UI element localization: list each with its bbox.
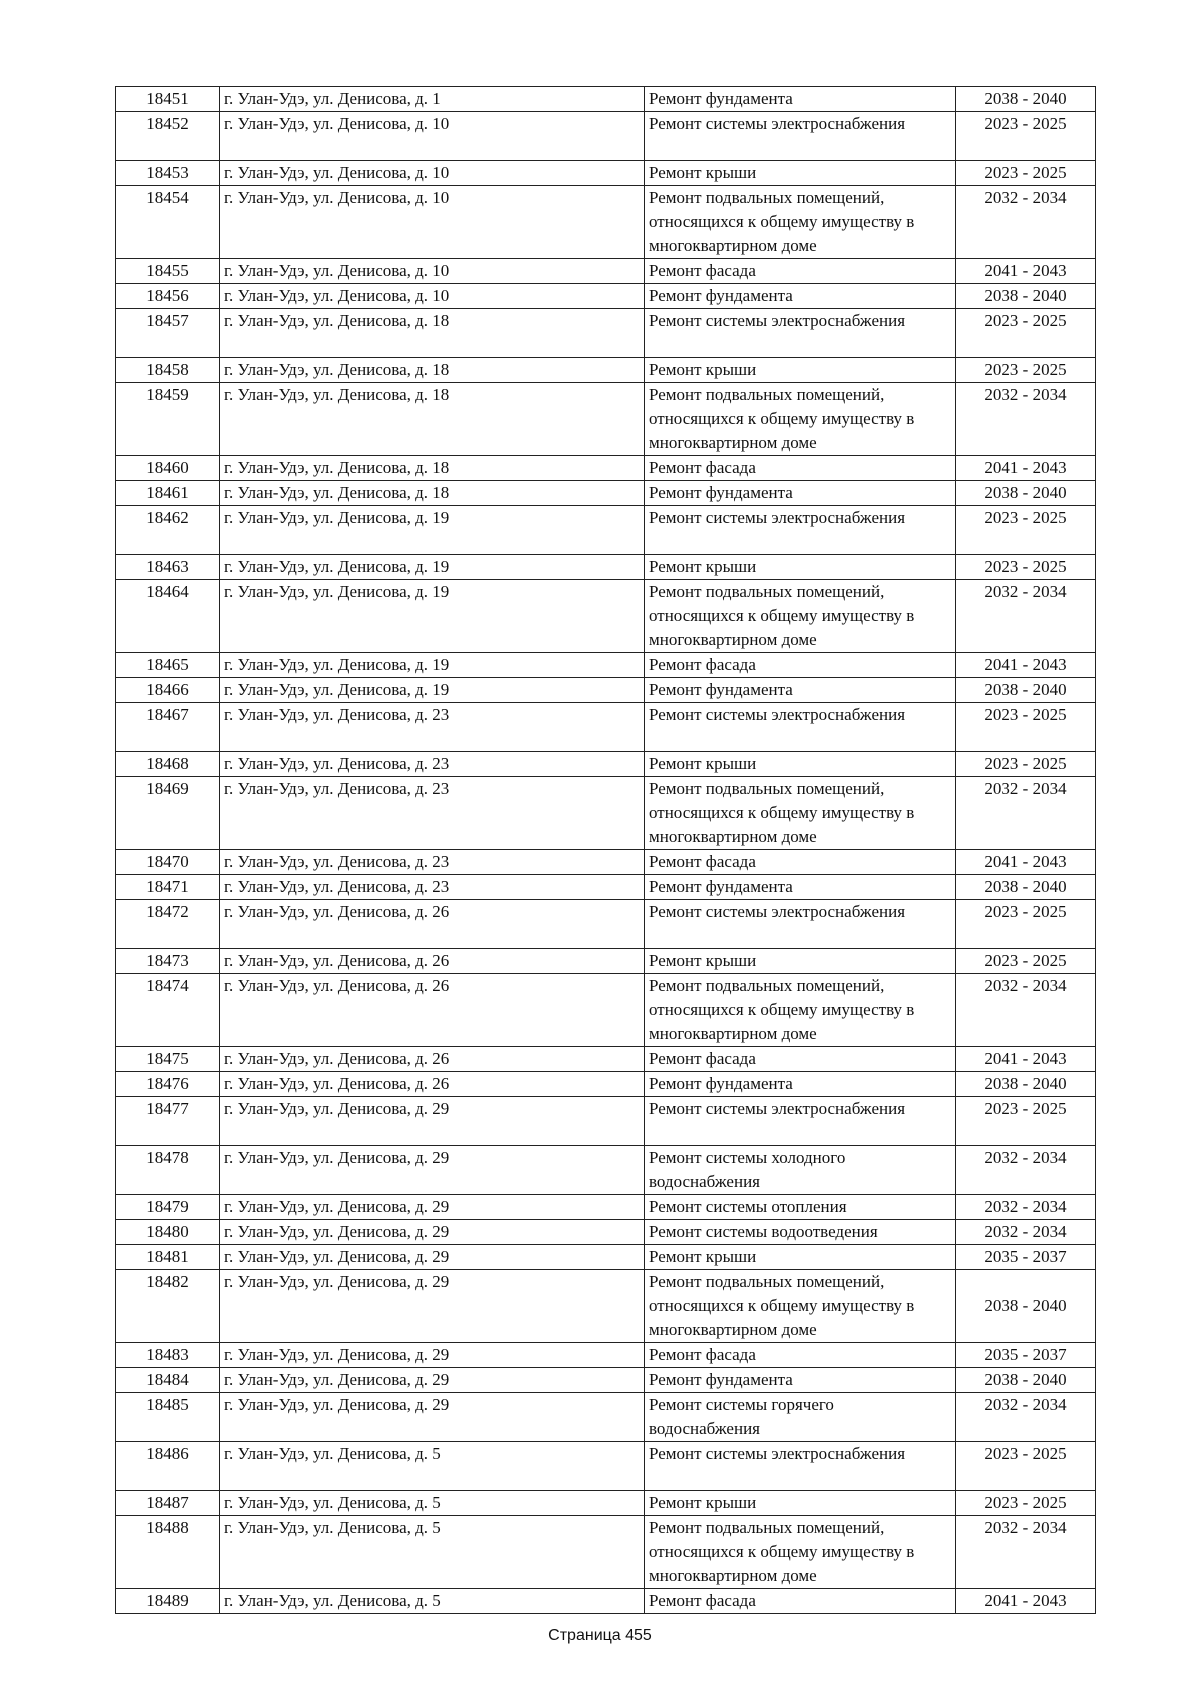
row-number: 18471 [116, 875, 220, 900]
address-cell: г. Улан-Удэ, ул. Денисова, д. 19 [220, 580, 645, 653]
period-cell: 2023 - 2025 [956, 506, 1096, 555]
row-number: 18482 [116, 1270, 220, 1343]
work-type-line: относящихся к общему имуществу в [649, 1296, 915, 1315]
table-row [116, 1589, 1096, 1614]
period-cell: 2023 - 2025 [956, 161, 1096, 186]
address-cell: г. Улан-Удэ, ул. Денисова, д. 10 [220, 259, 645, 284]
row-number: 18474 [116, 974, 220, 1047]
work-type-line: Ремонт фундамента [649, 1370, 793, 1389]
row-number: 18472 [116, 900, 220, 949]
address-cell: г. Улан-Удэ, ул. Денисова, д. 29 [220, 1368, 645, 1393]
period-cell: 2023 - 2025 [956, 309, 1096, 358]
period-cell: 2032 - 2034 [956, 186, 1096, 259]
row-number: 18476 [116, 1072, 220, 1097]
address-cell: г. Улан-Удэ, ул. Денисова, д. 29 [220, 1270, 645, 1343]
period-cell: 2023 - 2025 [956, 555, 1096, 580]
address-cell: г. Улан-Удэ, ул. Денисова, д. 5 [220, 1491, 645, 1516]
work-type-cell [645, 949, 956, 974]
work-type-line: Ремонт подвальных помещений, [649, 1272, 885, 1291]
work-type-line: Ремонт фасада [649, 1049, 756, 1068]
period-cell: 2023 - 2025 [956, 358, 1096, 383]
work-type-line: Ремонт крыши [649, 1247, 757, 1266]
address-cell: г. Улан-Удэ, ул. Денисова, д. 26 [220, 900, 645, 949]
row-number: 18456 [116, 284, 220, 309]
work-type-line: Ремонт крыши [649, 360, 757, 379]
work-type-line: Ремонт фасада [649, 458, 756, 477]
period-cell: 2038 - 2040 [956, 1270, 1096, 1343]
table-row [116, 1097, 1096, 1146]
work-type-line: многоквартирном доме [649, 1024, 817, 1043]
work-type-line: многоквартирном доме [649, 630, 817, 649]
table-row [116, 1245, 1096, 1270]
period-cell: 2041 - 2043 [956, 259, 1096, 284]
period-cell: 2041 - 2043 [956, 456, 1096, 481]
table-row [116, 555, 1096, 580]
period-cell: 2032 - 2034 [956, 1195, 1096, 1220]
work-type-cell [645, 1270, 956, 1343]
address-cell: г. Улан-Удэ, ул. Денисова, д. 23 [220, 752, 645, 777]
table-row [116, 1491, 1096, 1516]
work-type-line: Ремонт подвальных помещений, [649, 976, 885, 995]
period-cell: 2023 - 2025 [956, 1097, 1096, 1146]
table-row [116, 1195, 1096, 1220]
row-number: 18465 [116, 653, 220, 678]
address-cell: г. Улан-Удэ, ул. Денисова, д. 10 [220, 161, 645, 186]
row-number: 18460 [116, 456, 220, 481]
work-type-line: Ремонт фундамента [649, 286, 793, 305]
row-number: 18481 [116, 1245, 220, 1270]
row-number: 18461 [116, 481, 220, 506]
work-type-cell [645, 506, 956, 555]
work-type-cell [645, 1047, 956, 1072]
row-number: 18455 [116, 259, 220, 284]
work-type-line: Ремонт системы электроснабжения [649, 705, 906, 724]
work-type-line: водоснабжения [649, 1419, 760, 1438]
period-cell: 2032 - 2034 [956, 777, 1096, 850]
work-type-line: Ремонт крыши [649, 1493, 757, 1512]
page-number: Страница 455 [548, 1627, 652, 1644]
work-type-line: относящихся к общему имуществу в [649, 803, 915, 822]
address-cell: г. Улан-Удэ, ул. Денисова, д. 19 [220, 653, 645, 678]
work-type-cell [645, 900, 956, 949]
table-row [116, 580, 1096, 653]
table-row [116, 87, 1096, 112]
work-type-line: Ремонт фасада [649, 1591, 756, 1610]
period-cell: 2032 - 2034 [956, 580, 1096, 653]
work-type-line: многоквартирном доме [649, 1320, 817, 1339]
row-number: 18451 [116, 87, 220, 112]
address-cell: г. Улан-Удэ, ул. Денисова, д. 29 [220, 1146, 645, 1195]
period-cell: 2023 - 2025 [956, 1442, 1096, 1491]
period-cell: 2041 - 2043 [956, 653, 1096, 678]
address-cell: г. Улан-Удэ, ул. Денисова, д. 29 [220, 1393, 645, 1442]
period-cell: 2032 - 2034 [956, 974, 1096, 1047]
work-type-cell [645, 87, 956, 112]
work-type-line: Ремонт фасада [649, 261, 756, 280]
work-type-line: Ремонт фундамента [649, 680, 793, 699]
address-cell: г. Улан-Удэ, ул. Денисова, д. 29 [220, 1220, 645, 1245]
work-type-cell [645, 186, 956, 259]
address-cell: г. Улан-Удэ, ул. Денисова, д. 18 [220, 456, 645, 481]
period-cell: 2038 - 2040 [956, 87, 1096, 112]
address-cell: г. Улан-Удэ, ул. Денисова, д. 1 [220, 87, 645, 112]
table-row [116, 161, 1096, 186]
work-type-cell [645, 1220, 956, 1245]
table-row [116, 1442, 1096, 1491]
table-row [116, 1220, 1096, 1245]
address-cell: г. Улан-Удэ, ул. Денисова, д. 19 [220, 506, 645, 555]
work-type-cell [645, 1245, 956, 1270]
address-cell: г. Улан-Удэ, ул. Денисова, д. 19 [220, 678, 645, 703]
table-row [116, 1516, 1096, 1589]
period-cell: 2032 - 2034 [956, 1220, 1096, 1245]
work-type-line: Ремонт системы отопления [649, 1197, 847, 1216]
row-number: 18475 [116, 1047, 220, 1072]
row-number: 18453 [116, 161, 220, 186]
row-number: 18484 [116, 1368, 220, 1393]
work-type-cell [645, 1442, 956, 1491]
address-cell: г. Улан-Удэ, ул. Денисова, д. 29 [220, 1195, 645, 1220]
address-cell: г. Улан-Удэ, ул. Денисова, д. 18 [220, 481, 645, 506]
row-number: 18464 [116, 580, 220, 653]
work-type-cell [645, 309, 956, 358]
address-cell: г. Улан-Удэ, ул. Денисова, д. 10 [220, 186, 645, 259]
work-type-line: Ремонт системы холодного [649, 1148, 846, 1167]
table-row [116, 900, 1096, 949]
work-type-cell [645, 580, 956, 653]
table-row [116, 875, 1096, 900]
period-cell: 2041 - 2043 [956, 1589, 1096, 1614]
period-cell: 2038 - 2040 [956, 481, 1096, 506]
work-type-line: Ремонт подвальных помещений, [649, 385, 885, 404]
row-number: 18489 [116, 1589, 220, 1614]
work-type-line: Ремонт системы горячего [649, 1395, 834, 1414]
work-type-line: Ремонт системы электроснабжения [649, 902, 906, 921]
row-number: 18487 [116, 1491, 220, 1516]
work-type-line: Ремонт крыши [649, 951, 757, 970]
period-cell: 2032 - 2034 [956, 1516, 1096, 1589]
work-type-line: относящихся к общему имуществу в [649, 212, 915, 231]
table-row [116, 284, 1096, 309]
period-cell: 2035 - 2037 [956, 1343, 1096, 1368]
table-row [116, 653, 1096, 678]
row-number: 18486 [116, 1442, 220, 1491]
work-type-line: многоквартирном доме [649, 827, 817, 846]
work-type-cell [645, 481, 956, 506]
work-type-cell [645, 1368, 956, 1393]
address-cell: г. Улан-Удэ, ул. Денисова, д. 5 [220, 1516, 645, 1589]
work-type-line: относящихся к общему имуществу в [649, 606, 915, 625]
work-type-line: многоквартирном доме [649, 236, 817, 255]
work-type-cell [645, 777, 956, 850]
period-cell: 2023 - 2025 [956, 703, 1096, 752]
work-type-line: Ремонт системы электроснабжения [649, 311, 906, 330]
period-cell: 2038 - 2040 [956, 1072, 1096, 1097]
work-type-cell [645, 752, 956, 777]
table-body [116, 87, 1096, 1614]
work-type-line: Ремонт системы электроснабжения [649, 1099, 906, 1118]
address-cell: г. Улан-Удэ, ул. Денисова, д. 19 [220, 555, 645, 580]
table-row [116, 1146, 1096, 1195]
period-cell: 2041 - 2043 [956, 850, 1096, 875]
work-type-line: многоквартирном доме [649, 1566, 817, 1585]
work-type-line: Ремонт фундамента [649, 483, 793, 502]
work-type-cell [645, 1097, 956, 1146]
table-row [116, 1393, 1096, 1442]
work-type-line: Ремонт крыши [649, 754, 757, 773]
period-cell: 2038 - 2040 [956, 284, 1096, 309]
work-type-cell [645, 1343, 956, 1368]
work-type-cell [645, 875, 956, 900]
period-cell: 2032 - 2034 [956, 1146, 1096, 1195]
row-number: 18483 [116, 1343, 220, 1368]
address-cell: г. Улан-Удэ, ул. Денисова, д. 26 [220, 1047, 645, 1072]
work-type-cell [645, 653, 956, 678]
work-type-cell [645, 1516, 956, 1589]
row-number: 18457 [116, 309, 220, 358]
table-row [116, 112, 1096, 161]
work-type-line: Ремонт фундамента [649, 877, 793, 896]
table-row [116, 358, 1096, 383]
work-type-cell [645, 358, 956, 383]
row-number: 18469 [116, 777, 220, 850]
row-number: 18480 [116, 1220, 220, 1245]
table-row [116, 383, 1096, 456]
work-type-line: Ремонт крыши [649, 557, 757, 576]
table-row [116, 506, 1096, 555]
row-number: 18473 [116, 949, 220, 974]
address-cell: г. Улан-Удэ, ул. Денисова, д. 5 [220, 1589, 645, 1614]
work-type-line: Ремонт фундамента [649, 89, 793, 108]
work-type-cell [645, 1195, 956, 1220]
table-row [116, 1270, 1096, 1343]
period-cell: 2041 - 2043 [956, 1047, 1096, 1072]
address-cell: г. Улан-Удэ, ул. Денисова, д. 23 [220, 777, 645, 850]
row-number: 18485 [116, 1393, 220, 1442]
table-row [116, 752, 1096, 777]
work-type-line: многоквартирном доме [649, 433, 817, 452]
address-cell: г. Улан-Удэ, ул. Денисова, д. 26 [220, 1072, 645, 1097]
row-number: 18468 [116, 752, 220, 777]
work-type-line: Ремонт подвальных помещений, [649, 1518, 885, 1537]
period-cell: 2023 - 2025 [956, 949, 1096, 974]
work-type-line: относящихся к общему имуществу в [649, 409, 915, 428]
row-number: 18454 [116, 186, 220, 259]
work-type-cell [645, 974, 956, 1047]
table-row [116, 974, 1096, 1047]
work-type-cell [645, 1393, 956, 1442]
work-type-line: Ремонт системы водоотведения [649, 1222, 878, 1241]
table-row [116, 777, 1096, 850]
work-type-cell [645, 284, 956, 309]
work-type-line: водоснабжения [649, 1172, 760, 1191]
address-cell: г. Улан-Удэ, ул. Денисова, д. 29 [220, 1343, 645, 1368]
work-type-cell [645, 112, 956, 161]
work-type-line: Ремонт системы электроснабжения [649, 114, 906, 133]
address-cell: г. Улан-Удэ, ул. Денисова, д. 23 [220, 703, 645, 752]
row-number: 18466 [116, 678, 220, 703]
address-cell: г. Улан-Удэ, ул. Денисова, д. 10 [220, 284, 645, 309]
table-row [116, 1047, 1096, 1072]
work-type-cell [645, 1072, 956, 1097]
table-row [116, 1368, 1096, 1393]
period-cell: 2038 - 2040 [956, 1368, 1096, 1393]
work-type-line: Ремонт подвальных помещений, [649, 779, 885, 798]
work-type-line: Ремонт фасада [649, 852, 756, 871]
period-cell: 2035 - 2037 [956, 1245, 1096, 1270]
period-cell: 2038 - 2040 [956, 678, 1096, 703]
table-row [116, 1343, 1096, 1368]
work-type-cell [645, 161, 956, 186]
row-number: 18452 [116, 112, 220, 161]
work-type-line: Ремонт крыши [649, 163, 757, 182]
work-type-cell [645, 259, 956, 284]
address-cell: г. Улан-Удэ, ул. Денисова, д. 18 [220, 309, 645, 358]
address-cell: г. Улан-Удэ, ул. Денисова, д. 23 [220, 850, 645, 875]
table-row [116, 309, 1096, 358]
table-row [116, 481, 1096, 506]
period-cell: 2038 - 2040 [956, 875, 1096, 900]
period-cell: 2023 - 2025 [956, 1491, 1096, 1516]
work-type-cell [645, 850, 956, 875]
row-number: 18478 [116, 1146, 220, 1195]
work-type-cell [645, 1146, 956, 1195]
period-cell: 2023 - 2025 [956, 112, 1096, 161]
row-number: 18459 [116, 383, 220, 456]
work-type-cell [645, 456, 956, 481]
address-cell: г. Улан-Удэ, ул. Денисова, д. 5 [220, 1442, 645, 1491]
address-cell: г. Улан-Удэ, ул. Денисова, д. 29 [220, 1245, 645, 1270]
work-type-line: относящихся к общему имуществу в [649, 1542, 915, 1561]
table-row [116, 703, 1096, 752]
table-row [116, 1072, 1096, 1097]
table-row [116, 850, 1096, 875]
period-cell: 2023 - 2025 [956, 900, 1096, 949]
address-cell: г. Улан-Удэ, ул. Денисова, д. 29 [220, 1097, 645, 1146]
row-number: 18470 [116, 850, 220, 875]
work-type-line: Ремонт фасада [649, 655, 756, 674]
address-cell: г. Улан-Удэ, ул. Денисова, д. 18 [220, 358, 645, 383]
work-type-cell [645, 678, 956, 703]
work-type-line: Ремонт подвальных помещений, [649, 188, 885, 207]
row-number: 18477 [116, 1097, 220, 1146]
work-type-cell [645, 1491, 956, 1516]
table-row [116, 456, 1096, 481]
work-type-line: Ремонт системы электроснабжения [649, 1444, 906, 1463]
period-cell: 2032 - 2034 [956, 383, 1096, 456]
address-cell: г. Улан-Удэ, ул. Денисова, д. 26 [220, 949, 645, 974]
work-type-cell [645, 383, 956, 456]
row-number: 18488 [116, 1516, 220, 1589]
work-type-line: Ремонт системы электроснабжения [649, 508, 906, 527]
address-cell: г. Улан-Удэ, ул. Денисова, д. 23 [220, 875, 645, 900]
address-cell: г. Улан-Удэ, ул. Денисова, д. 18 [220, 383, 645, 456]
table-row [116, 259, 1096, 284]
address-cell: г. Улан-Удэ, ул. Денисова, д. 10 [220, 112, 645, 161]
row-number: 18467 [116, 703, 220, 752]
work-type-line: Ремонт подвальных помещений, [649, 582, 885, 601]
period-cell: 2023 - 2025 [956, 752, 1096, 777]
work-type-cell [645, 555, 956, 580]
period-cell: 2032 - 2034 [956, 1393, 1096, 1442]
row-number: 18458 [116, 358, 220, 383]
work-type-line: Ремонт фасада [649, 1345, 756, 1364]
row-number: 18479 [116, 1195, 220, 1220]
work-type-line: Ремонт фундамента [649, 1074, 793, 1093]
work-type-line: относящихся к общему имуществу в [649, 1000, 915, 1019]
work-type-cell [645, 1589, 956, 1614]
table-row [116, 678, 1096, 703]
row-number: 18462 [116, 506, 220, 555]
repair-schedule-table [115, 86, 1096, 1614]
address-cell: г. Улан-Удэ, ул. Денисова, д. 26 [220, 974, 645, 1047]
row-number: 18463 [116, 555, 220, 580]
work-type-cell [645, 703, 956, 752]
table-row [116, 949, 1096, 974]
table-row [116, 186, 1096, 259]
